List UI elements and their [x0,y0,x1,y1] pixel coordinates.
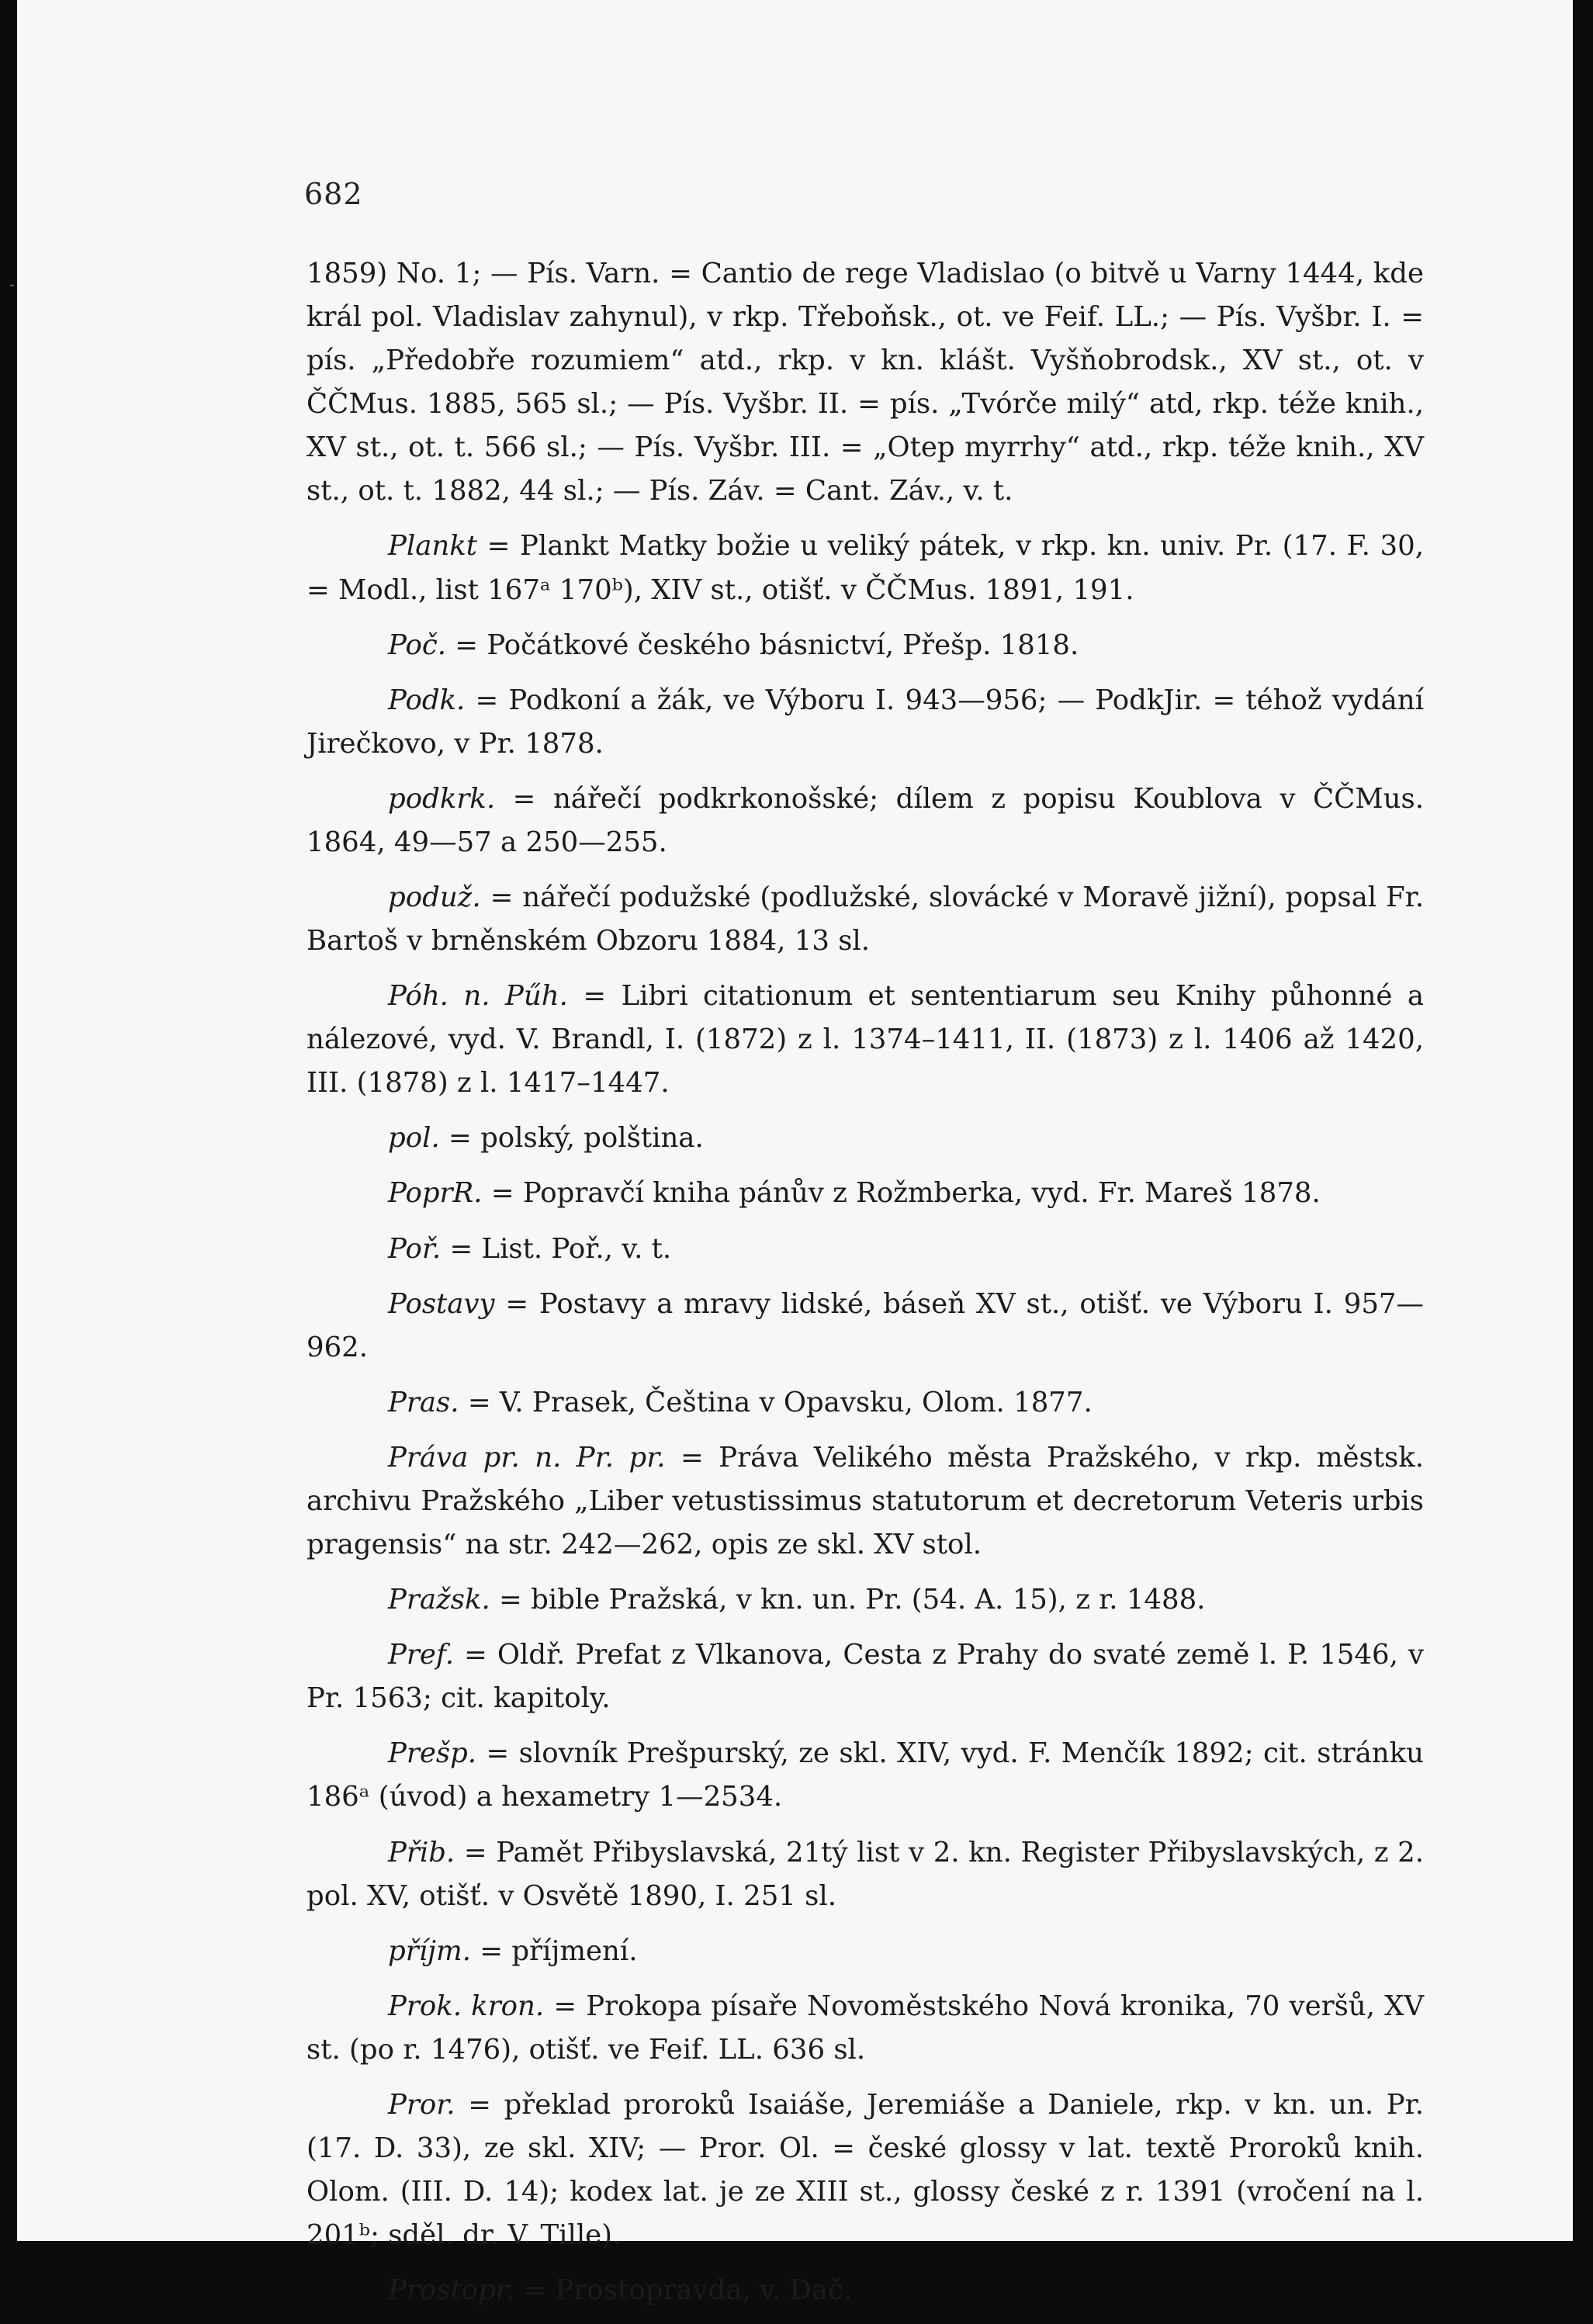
entry-pref [306,1633,1424,1720]
entry-plankt [306,525,1424,611]
entry-prib [306,1831,1424,1918]
entry-sigla: pol. [388,1122,440,1155]
entry-text: = slovník Prešpurský, ze skl. XIV, vyd. F. Menčík 1892; cit. stránku 186ᵃ (úvod) a hexametry 1—2534. [306,1737,1424,1813]
entry-podk [306,679,1424,766]
entry-presp [306,1732,1424,1819]
entry-text: = bible Pražská, v kn. un. Pr. (54. A. 15), z r. 1488. [490,1584,1206,1616]
entry-sigla: Poč. [388,629,446,661]
entry-poc [306,624,1424,667]
entry-sigla: příjm. [388,1934,472,1967]
entry-text: = Prokopa písaře Novoměstského Nová kronika, 70 veršů, XV st. (po r. 1476), otišť. ve Feif. LL. 636 sl. [306,1990,1425,2066]
entry-prok-kron [306,1985,1424,2072]
entry-sigla: Prešp. [388,1737,477,1770]
entry-prijm [306,1930,1424,1973]
entry-poh [306,975,1424,1105]
entry-por [306,1228,1424,1271]
entry-sigla: Pražsk. [388,1584,490,1616]
entry-sigla: Podk. [388,684,466,716]
entry-sigla: poduž. [388,881,481,914]
entry-sigla: Prostopr. [388,2274,515,2307]
entry-sigla: Prok. kron. [388,1990,545,2022]
entry-sigla: Postavy [388,1287,495,1320]
entry-text: = Práva Velikého města Pražského, v rkp. městsk. archivu Pražského „Liber vetustissimus statutorum et decretorum Veteris urbis pragensis“ na str. 242—262, opis ze skl. XV stol. [306,1441,1424,1561]
entry-prazsk [306,1578,1424,1622]
entry-text: = Pamět Přibyslavská, 21tý list v 2. kn. Register Přibyslavských, z 2. pol. XV, otišť. v Osvětě 1890, I. 251 sl. [306,1836,1424,1912]
entry-poduz [306,876,1424,963]
entry-postavy [306,1283,1424,1370]
entry-sigla: podkrk. [388,782,496,815]
entry-prava [306,1436,1424,1567]
entry-text: = Prostopravda, v. Dač. [514,2274,853,2307]
entry-sigla: PoprR. [388,1177,483,1210]
entry-text: = nářečí podužské (podlužské, slovácké v Moravě jižní), popsal Fr. Bartoš v brněnském Obzoru 1884, 13 sl. [306,881,1424,958]
entry-sigla: Přib. [388,1836,455,1869]
dictionary-abbreviation-list [306,252,1424,2324]
entry-text: 1859) No. 1; — Pís. Varn. = Cantio de rege Vladislao (o bitvě u Varny 1444, kde král pol. Vladislav zahynul), v rkp. Třeboňsk., ot. ve Feif. LL.; — Pís. Vyšbr. I. = pís. „Předobře rozumiem“ atd., rkp. v kn. klášt. Vyšňobrodsk., XV st., ot. v ČČMus. 1885, 565 sl.; — Pís. Vyšbr. II. = pís. „Tvórče milý“ atd, rkp. téže knih., XV st., ot. t. 566 sl.; — Pís. Vyšbr. III. = „Otep myrrhy“ atd., rkp. téže knih., XV st., ot. t. 1882, 44 sl.; — Pís. Záv. = Cant. Záv., v. t. [306,258,1424,507]
entry-text: = V. Prasek, Čeština v Opavsku, Olom. 1877. [459,1386,1093,1418]
entry-text: = Plankt Matky božie u veliký pátek, v rkp. kn. univ. Pr. (17. F. 30, = Modl., list 167ᵃ 170ᵇ), XIV st., otišť. v ČČMus. 1891, 191. [306,530,1424,606]
entry-poprr [306,1172,1424,1215]
entry-text: = překlad proroků Isaiáše, Jeremiáše a Daniele, rkp. v kn. un. Pr. (17. D. 33), ze skl. XIV; — Pror. Ol. = české glossy v lat. textě Proroků knih. Olom. (III. D. 14); kodex lat. je ze XIII st., glossy české z r. 1391 (vročení na l. 201ᵇ; sděl. dr. V. Tille). [306,2088,1424,2252]
entry-sigla: Pror. [388,2088,455,2121]
entry-text: = Počátkové českého básnictví, Přešp. 1818. [446,629,1079,661]
entry-text: = Oldř. Prefat z Vlkanova, Cesta z Prahy do svaté země l. P. 1546, v Pr. 1563; cit. kapitoly. [306,1639,1424,1715]
entry-pras [306,1381,1424,1425]
entry-sigla: Plankt [388,530,478,563]
entry-text: = Podkoní a žák, ve Výboru I. 943—956; — PodkJir. = téhož vydání Jirečkovo, v Pr. 1878. [306,684,1424,760]
entry-pror [306,2083,1424,2257]
entry-sigla: Práva pr. n. Pr. pr. [388,1441,666,1474]
entry-text: = Popravčí kniha pánův z Rožmberka, vyd. Fr. Mareš 1878. [482,1177,1321,1210]
entry-text: = Libri citationum et sententiarum seu Knihy půhonné a nálezové, vyd. V. Brandl, I. (1872) z l. 1374–1411, II. (1873) z l. 1406 až 1420, III. (1878) z l. 1417–1447. [306,980,1424,1100]
entry-text: = nářečí podkrkonošské; dílem z popisu Koublova v ČČMus. 1864, 49—57 a 250—255. [306,782,1424,858]
page-number: 682 [304,177,363,211]
entry-prostopr [306,2269,1424,2312]
entry-text: = polský, polština. [439,1122,704,1155]
entry-continuation [306,252,1424,513]
entry-sigla: Póh. n. Pűh. [388,980,568,1013]
entry-sigla: Pras. [388,1386,459,1418]
entry-sigla: Pref. [388,1639,455,1671]
entry-pol [306,1117,1424,1160]
entry-sigla: Poř. [388,1232,442,1265]
entry-text: = příjmení. [471,1934,638,1967]
entry-text: = List. Poř., v. t. [441,1232,672,1265]
margin-mark: - [9,275,15,293]
document-page [17,0,1573,2307]
entry-podkrk [306,778,1424,864]
entry-text: = Postavy a mravy lidské, báseň XV st., otišť. ve Výboru I. 957—962. [306,1287,1424,1363]
